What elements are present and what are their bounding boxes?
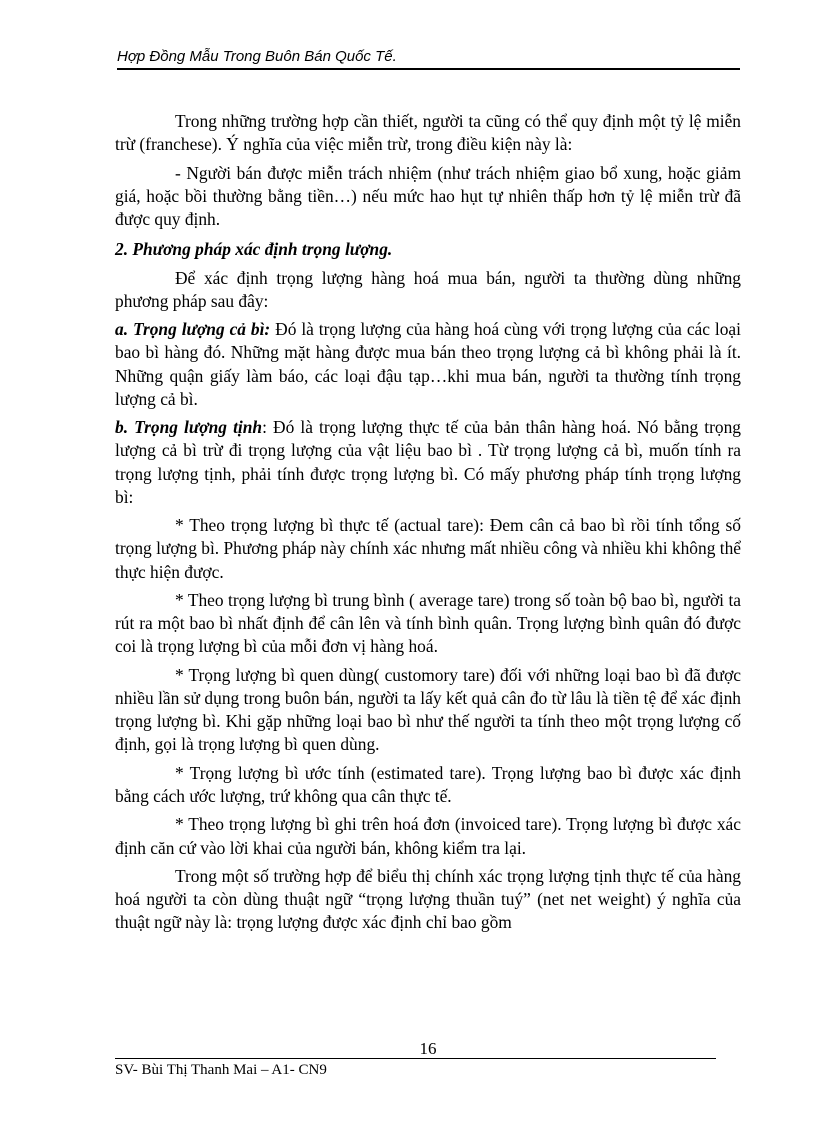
footer-divider (115, 1058, 716, 1059)
paragraph-net-weight (115, 416, 741, 509)
net-weight-label: b. Trọng lượng tịnh (115, 417, 263, 438)
paragraph-intro-methods: Để xác định trọng lượng hàng hoá mua bán, người ta thường dùng những phương pháp sau đây: (115, 267, 741, 311)
paragraph-net-net-weight: Trong một số trường hợp để biểu thị chính xác trọng lượng tịnh thực tế của hàng hoá người ta còn dùng thuật ngữ “trọng lượng thuần tuý” (net net weight) ý nghĩa của thuật ngữ này là: trọng lượng được xác định chỉ bao gồm (115, 865, 741, 933)
paragraph-actual-tare: * Theo trọng lượng bì thực tế (actual tare): Đem cân cả bao bì rồi tính tổng số trọng lượng bì. Phương pháp này chính xác nhưng mất nhiều công và nhiều khi không thể thực hiện được. (115, 515, 741, 582)
paragraph-franchise: Trong những trường hợp cần thiết, người ta cũng có thể quy định một tỷ lệ miễn trừ (franchese). Ý nghĩa của việc miễn trừ, trong điều kiện này là: (115, 111, 741, 155)
net-weight-text: : Đó là trọng lượng thực tế của bản thân hàng hoá. Nó bằng trọng lượng cả bì trừ đi trọng lượng của vật liệu bao bì . Từ trọng lượng cả bì, muốn tính ra trọng lượng tịnh, phải tính được trọng lượng bì. Có mấy phương pháp tính trọng lượng bì: (115, 417, 741, 507)
paragraph-invoiced-tare: * Theo trọng lượng bì ghi trên hoá đơn (invoiced tare). Trọng lượng bì được xác định căn cứ vào lời khai của người bán, không kiểm tra lại. (115, 814, 741, 858)
gross-weight-label: a. Trọng lượng cả bì: (115, 319, 271, 340)
page-body (115, 110, 741, 940)
paragraph-average-tare: * Theo trọng lượng bì trung bình ( average tare) trong số toàn bộ bao bì, người ta rút ra một bao bì nhất định để cân lên và tính bình quân. Trọng lượng bình quân đó được coi là trọng lượng bì của mỗi đơn vị hàng hoá. (115, 589, 741, 657)
paragraph-customary-tare: * Trọng lượng bì quen dùng( customory tare) đối với những loại bao bì đã được nhiều lần sử dụng trong buôn bán, người ta lấy kết quả cân đo từ lâu là tiền tệ để xác định trọng lượng bì. Khi gặp những loại bao bì như thế người ta tính theo một trọng lượng cố định, gọi là trọng lượng bì quen dùng. (115, 664, 741, 755)
gross-weight-text: Đó là trọng lượng của hàng hoá cùng với trọng lượng của các loại bao bì hàng đó. Những mặt hàng được mua bán theo trọng lượng cả bì không phải là ít. Những quận giấy làm báo, các loại đậu tạp…khi mua bán, người ta thường tính trọng lượng cả bì. (115, 319, 741, 409)
paragraph-gross-weight (115, 318, 741, 411)
footer-author: SV- Bùi Thị Thanh Mai – A1- CN9 (115, 1062, 327, 1078)
paragraph-estimated-tare: * Trọng lượng bì ước tính (estimated tare). Trọng lượng bao bì được xác định bằng cách ước lượng, trứ không qua cân thực tế. (115, 762, 741, 806)
section-heading-weight-methods: 2. Phương pháp xác định trọng lượng. (115, 239, 393, 260)
page-number: 16 (419, 1039, 437, 1058)
paragraph-seller-exemption: - Người bán được miễn trách nhiệm (như trách nhiệm giao bổ xung, hoặc giảm giá, hoặc bồi thường bằng tiền…) nếu mức hao hụt tự nhiên thấp hơn tỷ lệ miễn trừ đã được quy định. (115, 162, 741, 229)
running-header: Hợp Đồng Mẫu Trong Buôn Bán Quốc Tế. (117, 48, 740, 70)
